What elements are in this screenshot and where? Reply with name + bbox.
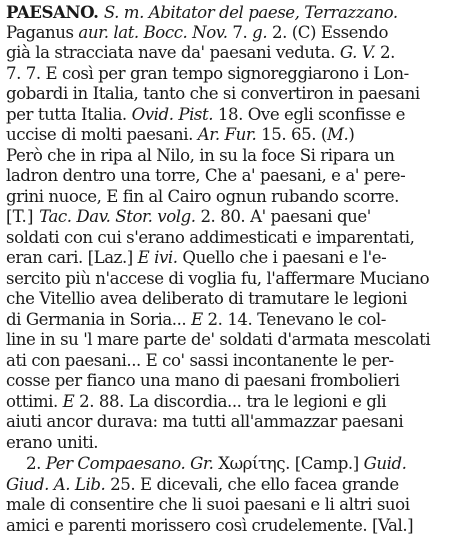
text-line xyxy=(6,454,467,475)
text-line xyxy=(6,2,467,23)
text-line xyxy=(6,516,467,537)
text-line xyxy=(6,125,467,146)
text-segment: 2. xyxy=(26,454,46,473)
text-segment: male di consentire che li suoi paesani e li altri suoi xyxy=(6,495,410,514)
text-segment: per tutta Italia. xyxy=(6,104,132,124)
text-segment: 7. 7. E così per gran tempo signoreggiarono i Lon- xyxy=(6,63,409,83)
text-line xyxy=(6,228,467,249)
text-line xyxy=(6,310,467,331)
text-segment: cosse per fianco una mano di paesani frombolieri xyxy=(6,371,400,390)
text-segment: grini nuoce, E fin al Cairo ognun rubando scorre. xyxy=(6,186,399,206)
text-segment: erano uniti. xyxy=(6,432,99,452)
text-segment: Χωρίτης. [Camp.] xyxy=(213,454,364,473)
text-segment: aiuti ancor durava: ma tutti all'ammazzar paesani xyxy=(6,412,404,431)
entry-paragraph-main xyxy=(6,2,467,453)
citation: Giud. A. Lib. xyxy=(6,474,106,494)
citation: Ovid. Pist. xyxy=(131,104,214,124)
text-line xyxy=(6,495,467,516)
text-line xyxy=(6,187,467,208)
text-segment: 2. 14. Tenevano le col- xyxy=(202,309,386,329)
text-segment: amici e parenti morissero così crudelemente. [Val.] xyxy=(6,515,414,535)
text-line xyxy=(6,351,467,372)
text-segment: eran cari. [Laz.] xyxy=(6,248,138,267)
text-segment: Paganus xyxy=(6,22,79,42)
text-segment: già la stracciata nave da' paesani veduta. xyxy=(6,43,340,62)
citation: g. xyxy=(252,22,268,42)
text-line xyxy=(6,475,467,496)
text-line xyxy=(6,64,467,85)
text-line xyxy=(6,207,467,228)
citation: Guid. xyxy=(363,454,407,473)
text-segment: 2. xyxy=(375,43,395,62)
text-segment: soldati con cui s'erano addimesticati e imparentati, xyxy=(6,227,415,247)
text-segment: 2. (C) Essendo xyxy=(267,22,388,42)
citation: Ar. Fur. xyxy=(197,125,257,144)
text-line xyxy=(6,166,467,187)
text-line xyxy=(6,84,467,105)
text-segment: ladron dentro una torre, Che a' paesani, e a' pere- xyxy=(6,166,406,185)
text-line xyxy=(6,269,467,290)
entry-paragraph-sense-2 xyxy=(6,454,467,536)
citation: S. m. Abitator del paese, Terrazzano. xyxy=(103,3,398,22)
text-line xyxy=(6,23,467,44)
text-line xyxy=(6,412,467,433)
text-line xyxy=(6,330,467,351)
text-segment: 25. E dicevali, che ello facea grande xyxy=(105,474,399,494)
text-segment: ati con paesani... E co' sassi incontanente le per- xyxy=(6,350,394,370)
text-line xyxy=(6,43,467,64)
text-segment: ottimi. xyxy=(6,391,63,411)
text-segment: 18. Ove egli sconfisse e xyxy=(213,104,406,124)
headword: PAESANO. xyxy=(6,2,104,22)
citation: Tac. Dav. Stor. volg. xyxy=(39,207,196,226)
text-line xyxy=(6,433,467,454)
text-segment: Quello che i paesani e l'e- xyxy=(177,248,387,267)
text-segment: sercito più n'accese di voglia fu, l'affermare Muciano xyxy=(6,268,430,288)
citation: G. V. xyxy=(339,43,376,62)
text-segment: 15. 65. ( xyxy=(256,125,327,144)
text-segment: ) xyxy=(348,125,355,144)
citation: E xyxy=(62,391,75,411)
text-segment: line in su 'l mare parte de' soldati d'armata mescolati xyxy=(6,330,431,349)
citation: E xyxy=(191,309,203,329)
text-segment: uccise di molti paesani. xyxy=(6,125,198,144)
text-segment: gobardi in Italia, tanto che si convertiron in paesani xyxy=(6,84,420,103)
text-line xyxy=(6,289,467,310)
citation: Per Compaesano. Gr. xyxy=(45,454,214,473)
citation: M. xyxy=(326,125,349,144)
text-line xyxy=(6,146,467,167)
text-segment: [T.] xyxy=(6,207,40,226)
text-line xyxy=(6,371,467,392)
text-segment: 2. 80. A' paesani que' xyxy=(195,207,371,226)
text-line xyxy=(6,392,467,413)
text-line xyxy=(6,105,467,126)
text-segment: 7. xyxy=(227,22,253,42)
text-segment: di Germania in Soria... xyxy=(6,309,192,329)
citation: E ivi. xyxy=(137,248,178,267)
text-segment: 2. 88. La discordia... tra le legioni e gli xyxy=(74,391,387,411)
citation: aur. lat. Bocc. Nov. xyxy=(78,22,228,42)
text-line xyxy=(6,248,467,269)
text-segment: che Vitellio avea deliberato di tramutare le legioni xyxy=(6,289,408,308)
text-segment: Però che in ripa al Nilo, in su la foce Si ripara un xyxy=(6,145,395,165)
